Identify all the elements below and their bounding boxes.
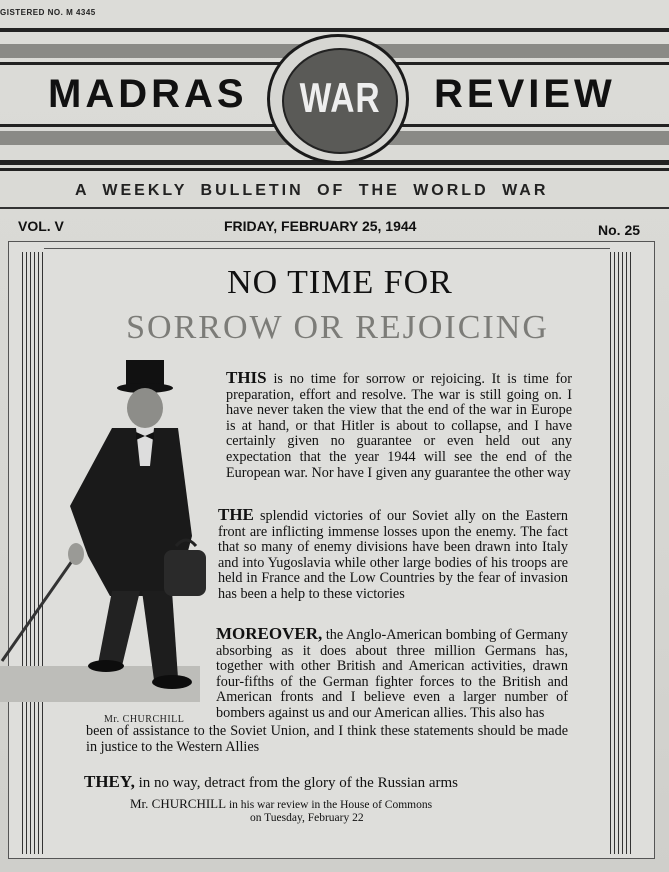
headline-line-2: SORROW OR REJOICING <box>126 309 549 346</box>
paragraph-1-text: is no time for sorrow or rejoicing. It is time for preparation, effort and resolve. The war is still going on. I have never taken the view that the end of the war in Europe is at hand, or that Hitler is about to collapse, and I have certainly given no guarantee or even held out any expectation that the year 1944 will see the end of the European war. Nor have I given any guarantee the other way <box>226 371 572 481</box>
source-date: on Tuesday, February 22 <box>250 812 364 824</box>
right-shoe <box>152 675 192 689</box>
masthead-rule <box>0 168 669 171</box>
right-border-rules <box>610 252 632 854</box>
masthead-rule <box>0 28 669 32</box>
seal-inner-circle <box>282 48 398 154</box>
cane <box>2 561 72 661</box>
paragraph-2 <box>218 507 568 603</box>
left-glove <box>68 543 84 565</box>
volume-label: VOL. V <box>18 218 64 234</box>
paragraph-1-lead: THIS <box>226 368 267 387</box>
paragraph-2-text: splendid victories of our Soviet ally on the Eastern front are inflicting immense losses upon the enemy. The fact that so many of enemy divisions have been drawn into Italy and into Yugoslavia while other large bodies of his troops are held in France and the Low Countries by the fear of invasion has been a help to these victories <box>218 508 568 602</box>
subtitle-rule <box>0 207 669 209</box>
registration-number: GISTERED NO. M 4345 <box>0 8 96 17</box>
photo-caption: Mr. CHURCHILL <box>104 714 185 725</box>
paragraph-2-lead: THE <box>218 505 254 524</box>
paragraph-3 <box>216 626 568 722</box>
paragraph-3-text: the Anglo-American bombing of Germany absorbing as it does about three million Germans has, together with other British and American activities, drawn four-fifths of the German fighter forces to the British and American fronts and I believe even a larger number of bombers against us and our American allies. This also has <box>216 627 568 721</box>
source-text: in his war review in the House of Commons <box>226 799 433 811</box>
issue-date: FRIDAY, FEBRUARY 25, 1944 <box>224 218 417 234</box>
masthead-subtitle: A WEEKLY BULLETIN OF THE WORLD WAR <box>75 182 549 199</box>
headline-line-1: NO TIME FOR <box>227 264 453 301</box>
war-seal-logo <box>267 34 409 164</box>
left-leg <box>98 591 140 666</box>
source-attribution <box>130 796 530 813</box>
source-name: Mr. CHURCHILL <box>130 796 227 811</box>
bag <box>164 550 206 596</box>
paragraph-1 <box>226 370 572 481</box>
paragraph-4 <box>84 774 524 792</box>
paragraph-3-continued: been of assistance to the Soviet Union, and I think these statements should be made in justice to the Western Allies <box>86 723 568 755</box>
head <box>127 388 163 428</box>
churchill-photo <box>0 356 210 708</box>
frame-top-rule <box>44 248 610 249</box>
paragraph-4-text: in no way, detract from the glory of the Russian arms <box>134 775 458 791</box>
masthead-title-left: MADRAS <box>48 72 248 116</box>
paragraph-4-lead: THEY, <box>84 772 135 791</box>
issue-number: No. 25 <box>598 222 641 238</box>
seal-text: WAR <box>299 74 381 121</box>
masthead-title-right: REVIEW <box>434 72 616 116</box>
left-shoe <box>88 660 124 672</box>
paragraph-3-lead: MOREOVER, <box>216 624 323 643</box>
